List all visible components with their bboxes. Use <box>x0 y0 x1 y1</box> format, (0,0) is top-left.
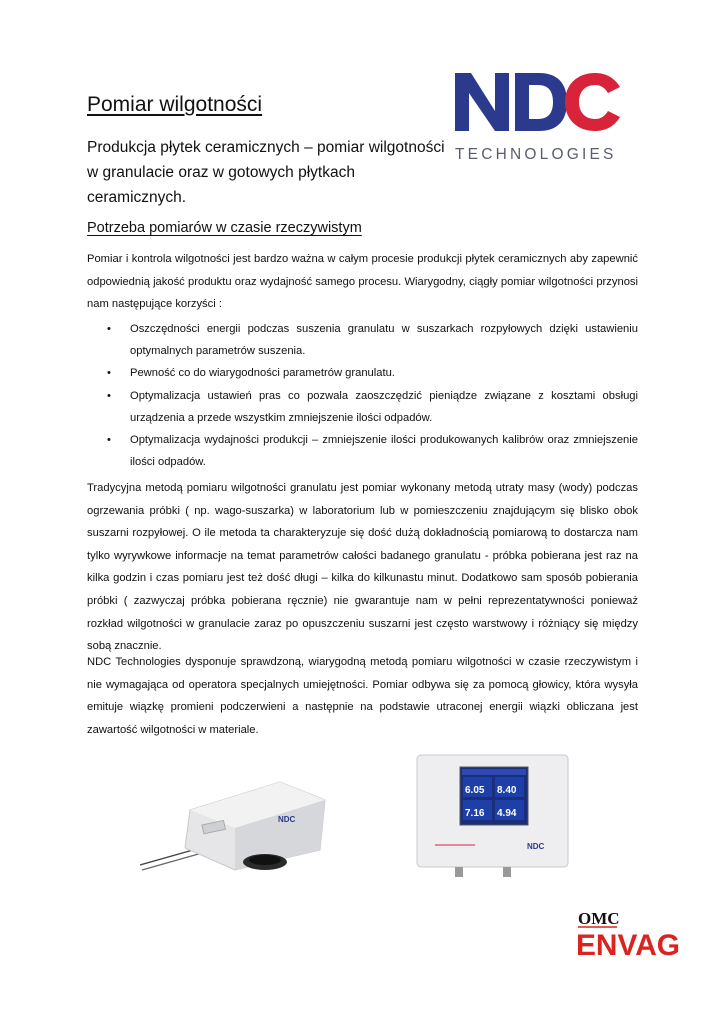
panel-value-2: 8.40 <box>497 785 517 796</box>
page-subtitle: Produkcja płytek ceramicznych – pomiar wilgotności w granulacie oraz w gotowych płytkach ceramicznych. <box>87 139 445 206</box>
panel-value-1: 6.05 <box>465 785 485 796</box>
control-panel-image <box>415 753 570 883</box>
benefits-list <box>87 318 638 473</box>
panel-brand-label: NDC <box>527 842 545 851</box>
bullet-icon: • <box>107 323 111 335</box>
list-item: • Optymalizacja wydajności produkcji – zmniejszenie ilości produkowanych kalibrów oraz zmniejszenie ilości odpadów. <box>87 429 638 473</box>
ndc-technologies-logo <box>455 73 625 165</box>
ndc-logo-n <box>455 73 509 131</box>
omc-logo-text: OMC <box>578 909 620 928</box>
ndc-logo-d <box>515 73 567 131</box>
panel-value-4: 4.94 <box>497 808 517 819</box>
ndc-logo-c <box>565 73 620 131</box>
bullet-icon: • <box>107 367 111 380</box>
ndc-method-paragraph: NDC Technologies dysponuje sprawdzoną, wiarygodną metodą pomiaru wilgotności w czasie rzeczywistym i nie wymagająca od operatora specjalnych umiejętności. Pomiar odbywa się za pomocą głowicy, która wysyła emituje wiązkę promieni podczerwieni a następnie na podstawie utraconej energii wiązki obliczana jest zawartość wilgotności w materiale. <box>87 656 638 736</box>
list-item: • Optymalizacja ustawień pras co pozwala zaoszczędzić pieniądze związane z kosztami obsługi urządzenia a przede wszystkim zmniejszenie ilości odpadów. <box>87 385 638 429</box>
intro-paragraph: Pomiar i kontrola wilgotności jest bardzo ważna w całym procesie produkcji płytek ceramicznych aby zapewnić odpowiednią jakość produktu oraz wydajność samego procesu. Wiarygodny, ciągły pomiar wilgotności przynosi nam następujące korzyści : <box>87 253 638 311</box>
bullet-icon: • <box>107 389 111 402</box>
envag-logo-text: ENVAG <box>576 929 680 958</box>
list-item: • Oszczędności energii podczas suszenia granulatu w suszarkach rozpyłowych dzięki ustawieniu optymalnych parametrów suszenia. <box>87 318 638 362</box>
traditional-method-paragraph: Tradycyjna metodą pomiaru wilgotności granulatu jest pomiar wykonany metodą utraty masy (wody) podczas ogrzewania próbki ( np. wago-suszarka) w laboratorium lub w pomieszczeniu znajdującym się blisko obok suszarni rozpyłowej. O ile metoda ta charakteryzuje się dość dużą dokładnością pomiarową to dostarcza nam tylko wyrywkowe informacje na temat parametrów całości badanego granulatu - próbka pobierana jest raz na kilka godzin i czas pomiaru jest też dość długi – kilka do kilkunastu minut. Dodatkowo sam sposób pobierania próbki ( zazwyczaj próbka pobierana ręcznie) nie gwarantuje nam w pełni reprezentatywności ponieważ rozkład wilgotności w granulacie zaraz po opuszczeniu suszarni jest często warstwowy i różniący się między sobą znacznie. <box>87 482 638 653</box>
list-item: • Pewność co do wiarygodności parametrów granulatu. <box>87 362 638 384</box>
omc-envag-logo <box>575 908 685 958</box>
section-heading: Potrzeba pomiarów w czasie rzeczywistym <box>87 220 362 236</box>
ndc-logo-tagline: TECHNOLOGIES <box>455 146 617 163</box>
sensor-brand-label: NDC <box>278 815 296 824</box>
bullet-icon: • <box>107 434 111 447</box>
sensor-head-image <box>140 770 340 880</box>
panel-value-3: 7.16 <box>465 808 485 819</box>
page-title: Pomiar wilgotności <box>87 93 263 116</box>
